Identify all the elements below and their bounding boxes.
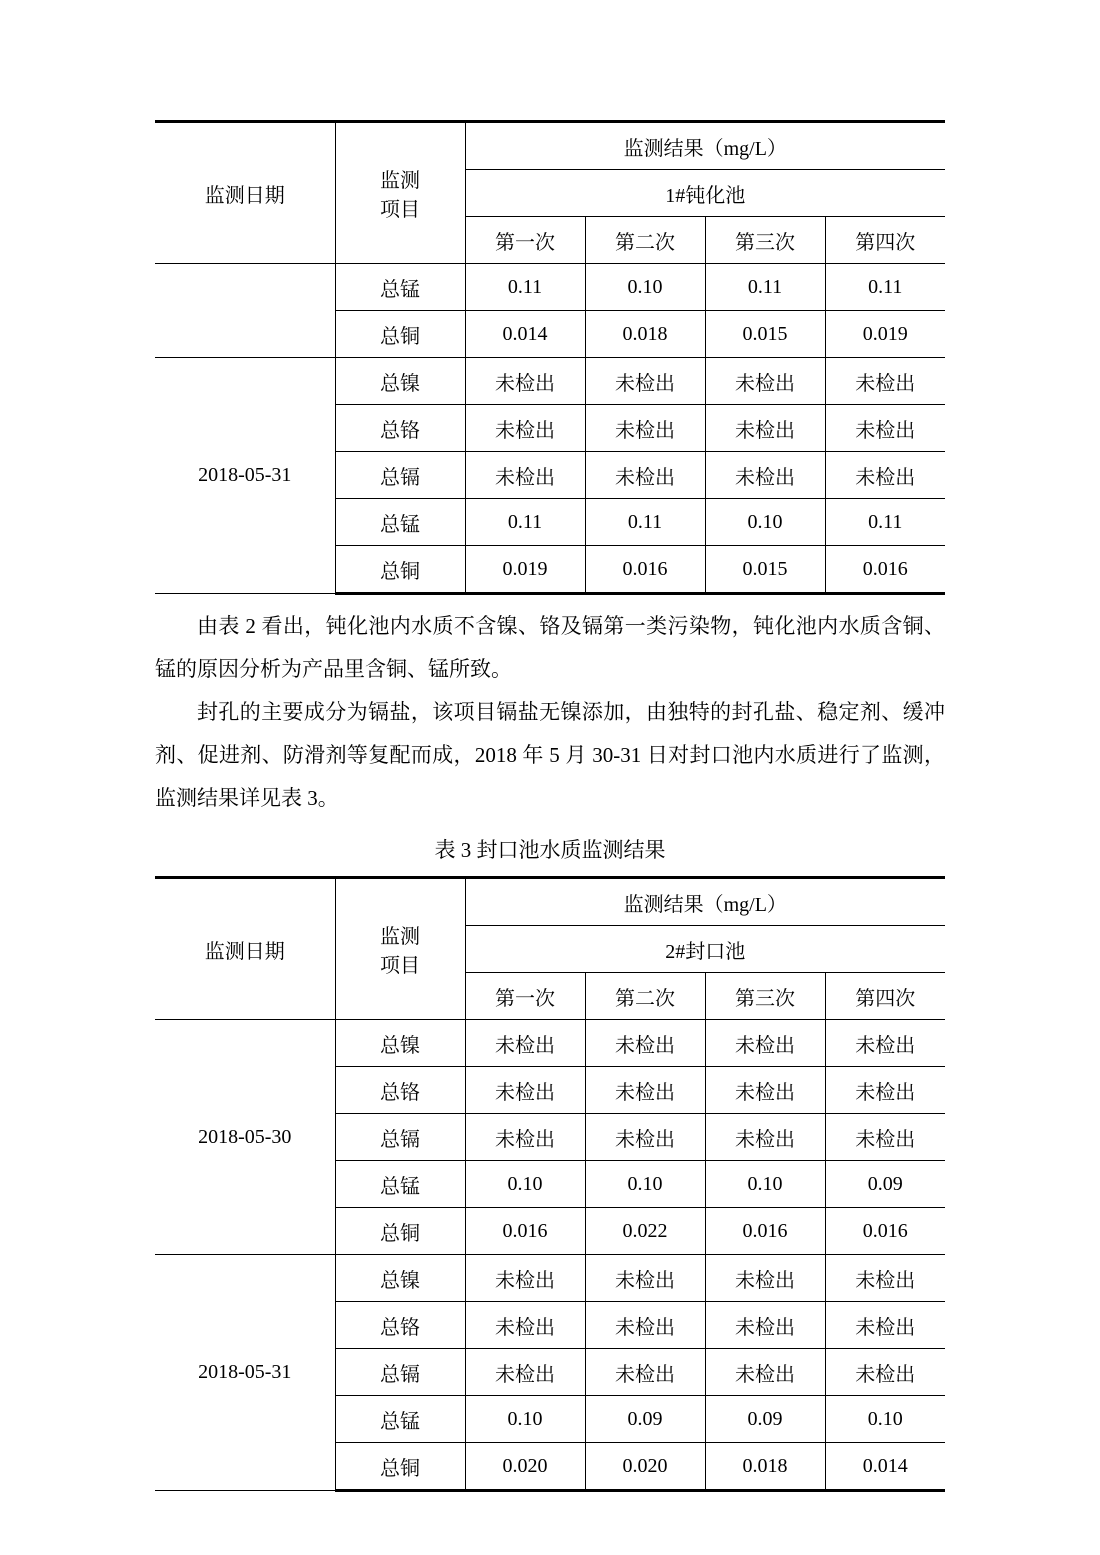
- header-pool: 1#钝化池: [465, 170, 945, 217]
- header-item-line1: 监测: [380, 926, 420, 948]
- value-cell: 未检出: [825, 1020, 945, 1067]
- date-cell-empty: [155, 264, 335, 358]
- table-row: [155, 358, 945, 405]
- table-row: [155, 1255, 945, 1302]
- value-cell: 0.016: [705, 1208, 825, 1255]
- header-run-3: 第三次: [705, 217, 825, 264]
- value-cell: 未检出: [705, 1114, 825, 1161]
- value-cell: 0.09: [825, 1161, 945, 1208]
- value-cell: 未检出: [705, 405, 825, 452]
- value-cell: 0.020: [465, 1443, 585, 1491]
- paragraph-1: 由表 2 看出，钝化池内水质不含镍、铬及镉第一类污染物，钝化池内水质含铜、锰的原因分析为产品里含铜、锰所致。: [155, 614, 945, 681]
- item-cell: 总铜: [335, 546, 465, 594]
- table-3-wrapper: [155, 876, 945, 1492]
- value-cell: 未检出: [465, 405, 585, 452]
- item-cell: 总铜: [335, 311, 465, 358]
- header-item: [335, 878, 465, 1020]
- value-cell: 未检出: [465, 1020, 585, 1067]
- header-run-4: 第四次: [825, 973, 945, 1020]
- value-cell: 未检出: [585, 1114, 705, 1161]
- value-cell: 未检出: [705, 1020, 825, 1067]
- value-cell: 0.10: [705, 1161, 825, 1208]
- header-item-line2: 项目: [380, 199, 420, 221]
- value-cell: 0.019: [465, 546, 585, 594]
- value-cell: 0.11: [465, 499, 585, 546]
- item-cell: 总铬: [335, 1302, 465, 1349]
- value-cell: 未检出: [465, 1114, 585, 1161]
- value-cell: 未检出: [825, 405, 945, 452]
- value-cell: 未检出: [465, 1349, 585, 1396]
- paragraph-2: 封孔的主要成分为镉盐，该项目镉盐无镍添加，由独特的封孔盐、稳定剂、缓冲剂、促进剂、防滑剂等复配而成，2018 年 5 月 30-31 日对封口池内水质进行了监测，监测结果详见表 3。: [155, 700, 945, 810]
- table-3: [155, 876, 945, 1492]
- header-run-3: 第三次: [705, 973, 825, 1020]
- value-cell: 未检出: [585, 452, 705, 499]
- value-cell: 未检出: [825, 1349, 945, 1396]
- value-cell: 未检出: [705, 1302, 825, 1349]
- value-cell: 未检出: [465, 452, 585, 499]
- item-cell: 总镉: [335, 1114, 465, 1161]
- value-cell: 0.10: [705, 499, 825, 546]
- header-item-line2: 项目: [380, 955, 420, 977]
- header-run-4: 第四次: [825, 217, 945, 264]
- header-result: 监测结果（mg/L）: [465, 878, 945, 926]
- item-cell: 总铜: [335, 1208, 465, 1255]
- value-cell: 未检出: [705, 1255, 825, 1302]
- value-cell: 未检出: [825, 358, 945, 405]
- value-cell: 未检出: [705, 1067, 825, 1114]
- value-cell: 未检出: [465, 1067, 585, 1114]
- value-cell: 0.015: [705, 311, 825, 358]
- value-cell: 0.022: [585, 1208, 705, 1255]
- item-cell: 总铬: [335, 405, 465, 452]
- value-cell: 未检出: [465, 1302, 585, 1349]
- date-cell: 2018-05-31: [155, 1255, 335, 1491]
- spacer: [155, 595, 945, 605]
- value-cell: 未检出: [585, 1349, 705, 1396]
- value-cell: 0.019: [825, 311, 945, 358]
- value-cell: 0.016: [585, 546, 705, 594]
- table-row: [155, 1020, 945, 1067]
- header-run-1: 第一次: [465, 973, 585, 1020]
- value-cell: 0.016: [825, 1208, 945, 1255]
- item-cell: 总镍: [335, 358, 465, 405]
- value-cell: 0.11: [465, 264, 585, 311]
- value-cell: 未检出: [705, 452, 825, 499]
- table-row: [155, 264, 945, 311]
- value-cell: 未检出: [465, 358, 585, 405]
- value-cell: 未检出: [825, 1255, 945, 1302]
- header-date: 监测日期: [155, 878, 335, 1020]
- item-cell: 总镉: [335, 452, 465, 499]
- header-item: [335, 122, 465, 264]
- value-cell: 0.018: [705, 1443, 825, 1491]
- value-cell: 未检出: [825, 1302, 945, 1349]
- value-cell: 0.018: [585, 311, 705, 358]
- table-row: [155, 878, 945, 926]
- item-cell: 总镍: [335, 1255, 465, 1302]
- value-cell: 0.10: [585, 264, 705, 311]
- value-cell: 0.015: [705, 546, 825, 594]
- header-pool: 2#封口池: [465, 926, 945, 973]
- value-cell: 未检出: [825, 1114, 945, 1161]
- item-cell: 总锰: [335, 1161, 465, 1208]
- value-cell: 0.11: [585, 499, 705, 546]
- header-date: 监测日期: [155, 122, 335, 264]
- value-cell: 0.10: [585, 1161, 705, 1208]
- date-cell: 2018-05-30: [155, 1020, 335, 1255]
- value-cell: 未检出: [585, 1020, 705, 1067]
- value-cell: 0.016: [465, 1208, 585, 1255]
- value-cell: 未检出: [705, 358, 825, 405]
- item-cell: 总锰: [335, 499, 465, 546]
- value-cell: 未检出: [825, 1067, 945, 1114]
- item-cell: 总锰: [335, 1396, 465, 1443]
- item-cell: 总镉: [335, 1349, 465, 1396]
- table-2: [155, 120, 945, 595]
- value-cell: 0.11: [705, 264, 825, 311]
- date-cell: 2018-05-31: [155, 358, 335, 594]
- value-cell: 未检出: [585, 1067, 705, 1114]
- value-cell: 0.10: [825, 1396, 945, 1443]
- value-cell: 0.014: [465, 311, 585, 358]
- value-cell: 未检出: [825, 452, 945, 499]
- item-cell: 总铬: [335, 1067, 465, 1114]
- table-2-wrapper: [155, 120, 945, 595]
- value-cell: 0.11: [825, 499, 945, 546]
- value-cell: 未检出: [705, 1349, 825, 1396]
- value-cell: 未检出: [585, 358, 705, 405]
- value-cell: 0.10: [465, 1396, 585, 1443]
- item-cell: 总镍: [335, 1020, 465, 1067]
- value-cell: 未检出: [585, 1302, 705, 1349]
- value-cell: 0.09: [705, 1396, 825, 1443]
- value-cell: 0.11: [825, 264, 945, 311]
- header-run-2: 第二次: [585, 217, 705, 264]
- value-cell: 未检出: [465, 1255, 585, 1302]
- value-cell: 未检出: [585, 1255, 705, 1302]
- header-run-2: 第二次: [585, 973, 705, 1020]
- value-cell: 0.016: [825, 546, 945, 594]
- value-cell: 0.09: [585, 1396, 705, 1443]
- item-cell: 总锰: [335, 264, 465, 311]
- value-cell: 未检出: [585, 405, 705, 452]
- header-result: 监测结果（mg/L）: [465, 122, 945, 170]
- header-item-line1: 监测: [380, 170, 420, 192]
- value-cell: 0.020: [585, 1443, 705, 1491]
- table-row: [155, 122, 945, 170]
- value-cell: 0.10: [465, 1161, 585, 1208]
- header-run-1: 第一次: [465, 217, 585, 264]
- table-3-caption: 表 3 封口池水质监测结果: [434, 838, 666, 862]
- value-cell: 0.014: [825, 1443, 945, 1491]
- item-cell: 总铜: [335, 1443, 465, 1491]
